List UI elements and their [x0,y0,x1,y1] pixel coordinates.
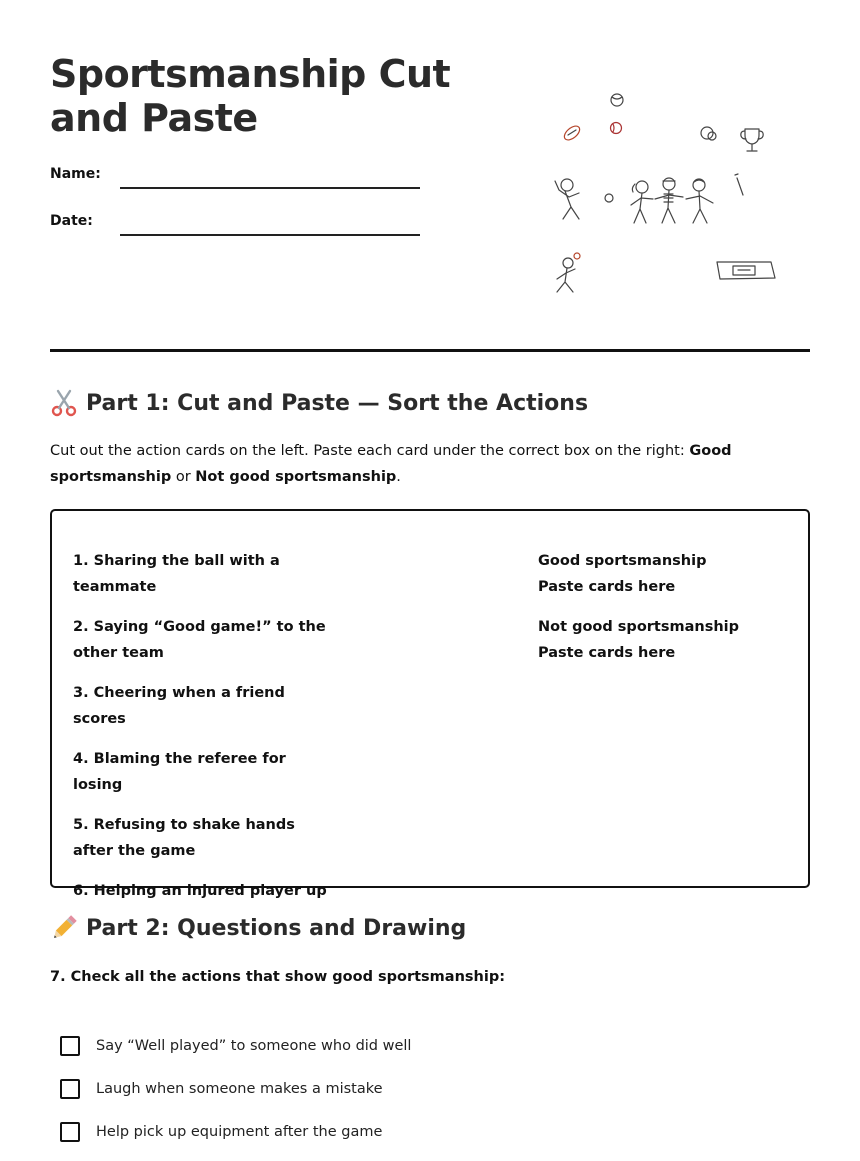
scissors-icon [50,388,78,418]
checkbox[interactable] [60,1122,80,1142]
target-hint: Paste cards here [538,579,676,595]
action-card[interactable]: 6. Helping an injured player up [73,883,327,899]
checkbox-label: Say “Well played” to someone who did well [96,1038,412,1054]
date-line[interactable] [120,234,420,236]
question-7: 7. Check all the actions that show good sportsmanship: [50,969,505,985]
instructions-end: . [396,469,401,485]
checkbox-option[interactable] [60,1079,383,1099]
checkbox[interactable] [60,1036,80,1056]
checkbox[interactable] [60,1079,80,1099]
part1-heading [50,388,588,418]
pencil-icon [50,913,78,943]
instructions-text: Cut out the action cards on the left. Paste each card under the correct box on the right: [50,443,690,459]
date-label: Date: [50,213,93,229]
action-card[interactable]: 1. Sharing the ball with a teammate [73,553,280,595]
name-label: Name: [50,166,101,182]
good-sportsmanship-target[interactable] [538,548,788,600]
action-cards [73,548,333,918]
page-title: Sportsmanship Cut and Paste [50,52,451,140]
target-hint: Paste cards here [538,645,676,661]
name-line[interactable] [120,187,420,189]
action-card[interactable]: 2. Saying “Good game!” to the other team [73,619,326,661]
sports-kids-doodle-icon [545,85,785,300]
part2-heading [50,913,466,943]
checkbox-option[interactable] [60,1122,382,1142]
checkbox-option[interactable] [60,1036,411,1056]
instructions-bad: Not good sportsmanship [195,469,397,485]
part2-heading-text: Part 2: Questions and Drawing [86,915,467,941]
target-title: Not good sportsmanship [538,619,740,635]
instructions-mid: or [171,469,196,485]
paste-targets [538,548,788,680]
action-card[interactable]: 5. Refusing to shake hands after the game [73,817,295,859]
part1-heading-text: Part 1: Cut and Paste — Sort the Actions [86,390,589,416]
action-card[interactable]: 4. Blaming the referee for losing [73,751,286,793]
cut-paste-box [50,509,810,899]
part1-instructions [50,438,750,490]
not-good-sportsmanship-target[interactable] [538,614,788,666]
checkbox-label: Laugh when someone makes a mistake [96,1081,383,1097]
instructions-good: Good sportsmanship [50,443,732,485]
action-card[interactable]: 3. Cheering when a friend scores [73,685,285,727]
section-divider [50,349,810,352]
checkbox-label: Help pick up equipment after the game [96,1124,383,1140]
target-title: Good sportsmanship [538,553,707,569]
